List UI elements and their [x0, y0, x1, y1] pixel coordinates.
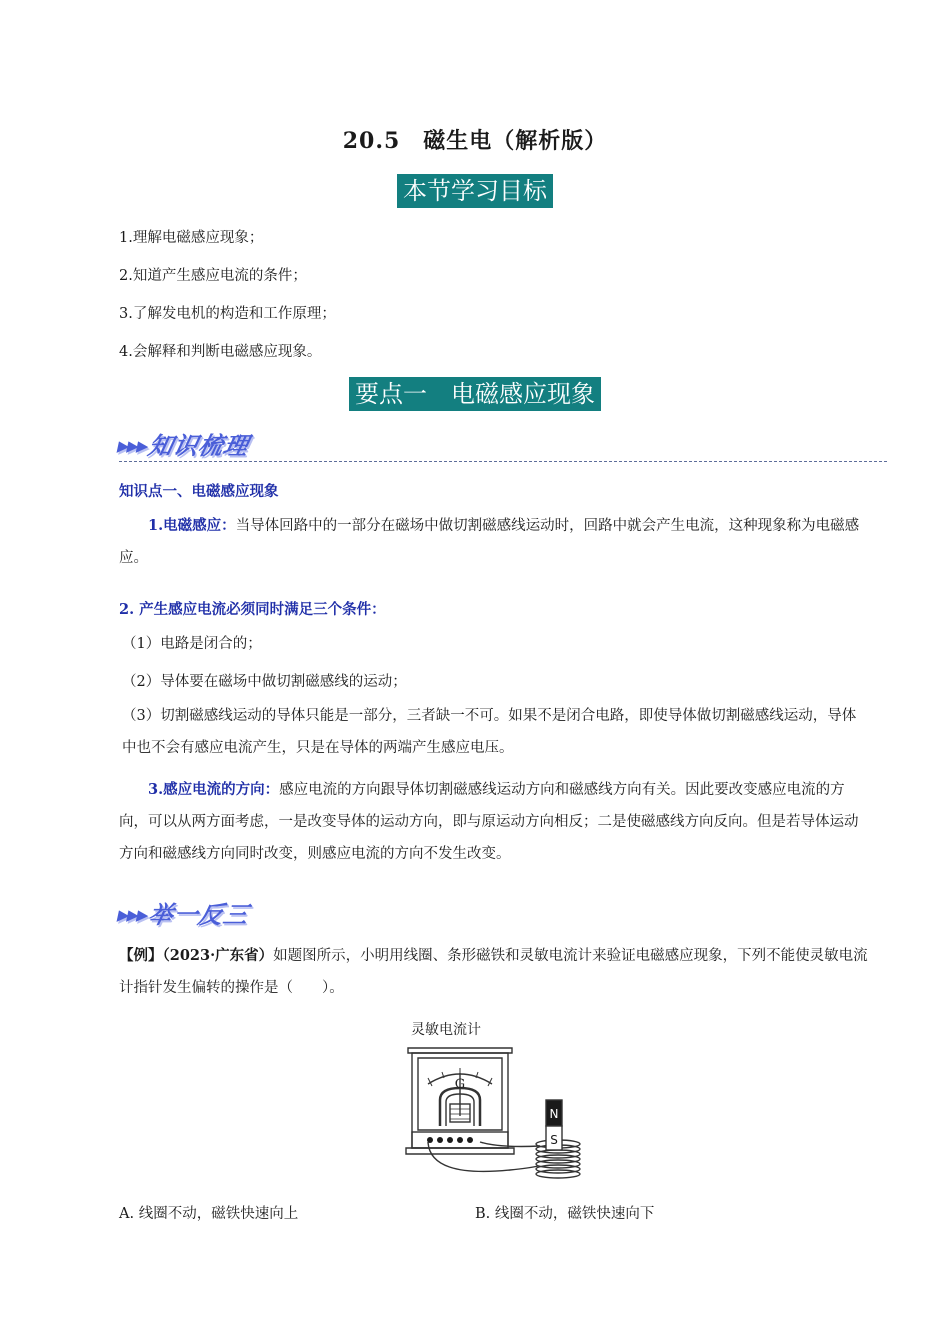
galvanometer-diagram — [400, 1018, 590, 1188]
option-a: A. 线圈不动，磁铁快速向上 — [119, 1206, 299, 1222]
magnet-south-label: S — [550, 1133, 558, 1147]
goal-item: 3.了解发电机的构造和工作原理； — [119, 306, 336, 322]
condition-item: （2）导体要在磁场中做切割磁感线的运动； — [122, 674, 407, 690]
paragraph-induction: 1.电磁感应：当导体回路中的一部分在磁场中做切割磁感线运动时，回路中就会产生电流，这种现象称为电磁感应。 — [119, 517, 860, 566]
page-title: 20.5 磁生电（解析版） — [342, 128, 608, 154]
section-heading-examples: ▶▶▶举一反三 — [116, 901, 252, 929]
conditions-title: 2. 产生感应电流必须同时满足三个条件： — [119, 601, 386, 618]
figure-caption: 灵敏电流计 — [411, 1022, 481, 1038]
divider — [119, 461, 887, 462]
magnet-north-label: N — [549, 1107, 559, 1121]
paragraph-direction: 3.感应电流的方向：感应电流的方向跟导体切割磁感线运动方向和磁感线方向有关。因此要改变感应电流的方向，可以从两方面考虑，一是改变导体的运动方向，即与原运动方向相反；二是使磁感线方向反向。但是若导体运动方向和磁感线方向同时改变，则感应电流的方向不发生改变。 — [119, 781, 859, 862]
condition-item: （1）电路是闭合的； — [122, 636, 262, 652]
goal-item: 1.理解电磁感应现象； — [119, 230, 264, 246]
goal-item: 2.知道产生感应电流的条件； — [119, 268, 307, 284]
goal-item: 4.会解释和判断电磁感应现象。 — [119, 344, 322, 360]
learning-goals-banner: 本节学习目标 — [397, 174, 553, 208]
section-heading-knowledge: ▶▶▶知识梳理 — [116, 432, 252, 460]
condition-item: （3）切割磁感线运动的导体只能是一部分，三者缺一不可。如果不是闭合电路，即使导体做切割磁感线运动，导体中也不会有感应电流产生，只是在导体的两端产生感应电压。 — [122, 708, 857, 756]
gauge-letter: G — [454, 1077, 466, 1092]
example-question: 【例】（2023·广东省）如题图所示，小明用线圈、条形磁铁和灵敏电流计来验证电磁感应现象，下列不能使灵敏电流计指针发生偏转的操作是（ ）。 — [119, 947, 868, 996]
triple-arrow-icon: ▶▶▶ — [116, 906, 149, 924]
triple-arrow-icon: ▶▶▶ — [116, 437, 149, 455]
option-b: B. 线圈不动，磁铁快速向下 — [475, 1206, 655, 1222]
key-point-banner: 要点一 电磁感应现象 — [349, 377, 601, 411]
knowledge-point-title: 知识点一、电磁感应现象 — [119, 483, 279, 500]
